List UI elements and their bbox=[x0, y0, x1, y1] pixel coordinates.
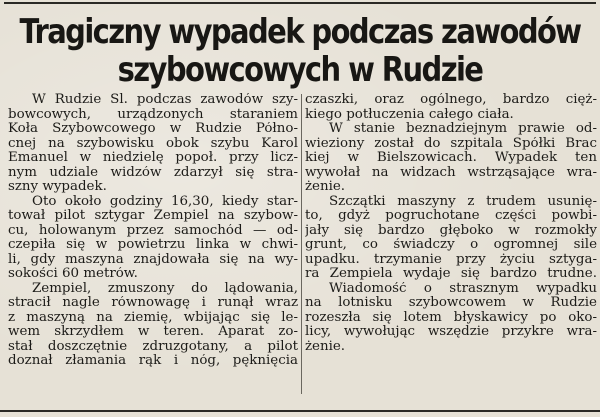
text-line: wywołał na widzach wstrząsające wra- bbox=[305, 165, 597, 180]
text-line: cnej na szybowisku obok szybu Karol bbox=[8, 136, 298, 151]
text-line: czaszki, oraz ogólnego, bardzo cięż- bbox=[305, 93, 597, 107]
text-line: cu, holowanym przez samochód — od- bbox=[8, 223, 298, 238]
headline-line-1: Tragiczny wypadek podczas zawodów bbox=[19, 11, 581, 52]
text-line: Zempiel, zmuszony do lądowania, bbox=[32, 281, 298, 296]
text-line: kiego potłuczenia całego ciała. bbox=[305, 107, 514, 122]
text-line: Szczątki maszyny z trudem usunię- bbox=[329, 194, 597, 209]
text-line: wieziony został do szpitala Spółki Brac bbox=[305, 136, 597, 151]
text-line: kiej w Bielszowicach. Wypadek ten bbox=[305, 151, 597, 165]
text-line: szny wypadek. bbox=[8, 180, 107, 194]
text-line: Koła Szybowcowego w Rudzie Półno- bbox=[8, 122, 298, 136]
text-line: bowcowych, urządzonych staraniem bbox=[8, 107, 298, 122]
text-line: nym udziale widzów zdarzył się stra- bbox=[8, 165, 298, 180]
text-line: li, gdy maszyna znajdowała się na wy- bbox=[8, 252, 298, 267]
text-line: wem skrzydłem w teren. Aparat zo- bbox=[8, 325, 298, 339]
text-line: żenie. bbox=[305, 339, 346, 354]
text-line: z maszyną na ziemię, wbijając się le- bbox=[8, 310, 298, 325]
text-line: Oto około godziny 16,30, kiedy star- bbox=[32, 194, 298, 209]
text-line: jały się bardzo głęboko w rozmokły bbox=[305, 223, 597, 238]
text-line: W Rudzie Śl. podczas zawodów szy- bbox=[32, 93, 298, 107]
text-line: ra Zempiela wydaje się bardzo trudne. bbox=[305, 267, 597, 281]
text-line: to, gdyż pogruchotane części powbi- bbox=[305, 209, 597, 223]
left-column bbox=[8, 93, 298, 369]
headline-line-2: szybowcowych w Rudzie bbox=[117, 49, 483, 90]
text-line: doznał złamania rąk i nóg, pęknięcia bbox=[8, 354, 298, 368]
text-line: licy, wywołując wszędzie przykre wra- bbox=[305, 325, 597, 339]
text-line: żenie. bbox=[305, 180, 346, 194]
right-column bbox=[305, 93, 597, 354]
text-line: Emanuel w niedzielę popoł. przy licz- bbox=[8, 151, 298, 165]
text-line: czepiła się w powietrzu linka w chwi- bbox=[8, 238, 298, 252]
text-line: na lotnisku szybowcowem w Rudzie bbox=[305, 296, 597, 310]
text-line: stał doszczętnie zdruzgotany, a pilot bbox=[8, 339, 298, 354]
text-line: upadku. trzymanie przy życiu sztyga- bbox=[305, 252, 597, 267]
text-line: sokości 60 metrów. bbox=[8, 267, 138, 281]
top-rule bbox=[4, 2, 596, 4]
text-line: stracił nagle równowagę i runął wraz bbox=[8, 296, 298, 310]
text-line: rozeszła się lotem błyskawicy po oko- bbox=[305, 310, 597, 325]
bottom-rule bbox=[0, 410, 600, 412]
text-line: grunt, co świadczy o ogromnej sile bbox=[305, 238, 597, 252]
text-line: W stanie beznadziejnym prawie od- bbox=[329, 122, 597, 136]
text-line: tował pilot sztygar Zempiel na szybow- bbox=[8, 209, 298, 223]
column-divider bbox=[301, 94, 302, 394]
text-line: Wiadomość o strasznym wypadku bbox=[329, 281, 597, 296]
